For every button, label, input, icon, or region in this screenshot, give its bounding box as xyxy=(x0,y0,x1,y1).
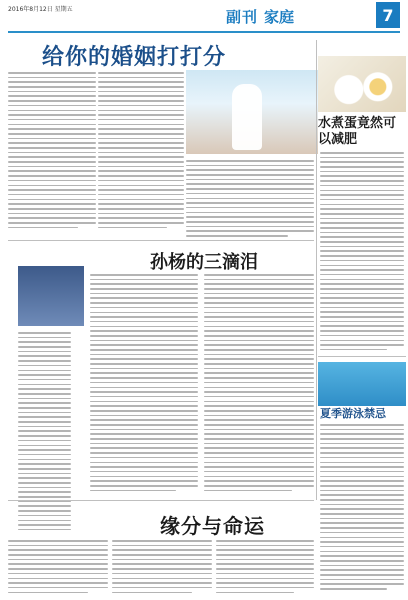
headline-three-tears: 孙杨的三滴泪 xyxy=(150,252,258,273)
article-body-fate-col2 xyxy=(112,540,212,596)
page-number: 7 xyxy=(376,2,400,28)
header-divider xyxy=(8,31,400,33)
section-rule xyxy=(318,356,406,357)
supplement-name: 副刊 xyxy=(225,7,258,26)
section-rule xyxy=(8,240,314,241)
headline-swim: 夏季游泳禁忌 xyxy=(320,407,386,420)
dancer-illustration xyxy=(18,266,84,326)
article-body-wedding-col1 xyxy=(8,72,96,231)
article-body-three-tears-col2 xyxy=(204,274,314,494)
poem-body xyxy=(18,332,84,534)
issue-meta xyxy=(8,6,73,14)
page-header xyxy=(0,0,408,36)
article-body-fate-col1 xyxy=(8,540,108,596)
boiled-egg-photo xyxy=(318,56,406,112)
issue-date: 2016年8月12日 星期五 xyxy=(8,6,73,13)
article-body-egg xyxy=(320,152,404,354)
bride-photo xyxy=(186,70,318,154)
column-rule xyxy=(316,40,317,500)
article-body-wedding-col3 xyxy=(186,160,314,240)
section-name: 家庭 xyxy=(264,7,295,26)
headline-fate: 缘分与命运 xyxy=(160,514,265,538)
swimming-photo xyxy=(318,362,406,406)
article-body-three-tears-col1 xyxy=(90,274,198,494)
article-body-swim xyxy=(320,424,404,593)
headline-egg: 水煮蛋竟然可以减肥 xyxy=(318,116,397,147)
headline-wedding: 给你的婚姻打打分 xyxy=(42,44,227,70)
article-body-fate-col3 xyxy=(216,540,314,596)
section-banner xyxy=(180,6,340,26)
article-body-wedding-col2 xyxy=(98,72,184,231)
